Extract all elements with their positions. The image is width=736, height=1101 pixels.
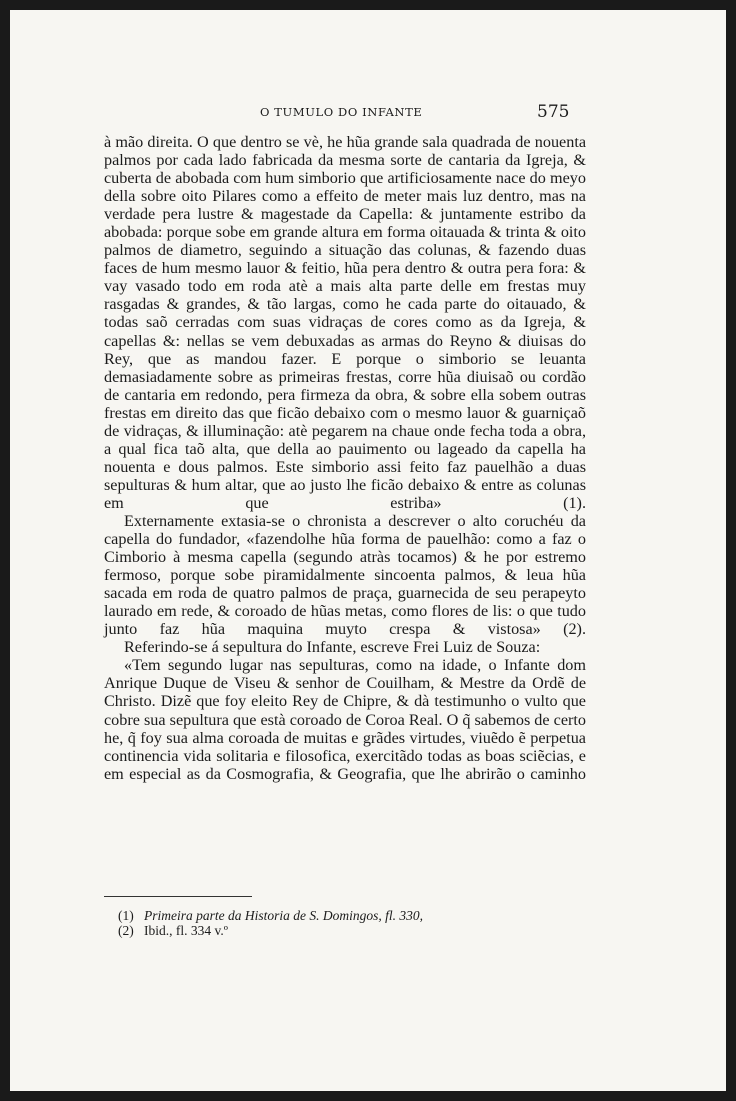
footnote-1 — [118, 908, 558, 923]
footnote-divider — [104, 896, 252, 897]
paragraph-sepultura-intro: Referindo-se á sepultura do Infante, escreve Frei Luiz de Souza: — [124, 638, 541, 657]
footnote-marker: (1) — [118, 908, 134, 923]
document-page — [10, 10, 726, 1091]
page-number: 575 — [537, 102, 570, 122]
footnote-text: Primeira parte da Historia de S. Domingos, fl. 330, — [144, 908, 423, 923]
footnote-marker: (2) — [118, 923, 134, 938]
paragraph-coruchéu: Externamente extasia-se o chronista a descrever o alto coruchéu da capella do fundador, «fazendolhe hũa forma de pauelhão: como a faz o Cimborio à mesma capella (segundo atràs tocamos) & he por estremo fermoso, porque sobe piramidalmente sincoenta palmos, & leua hũa sacada em roda de quatro palmos de praça, guarnecida de seu perapeyto laurado em rede, & coroado de hũas metas, como flores de lis: o que tudo junto faz hũa maquina muyto crespa & vistosa» (2). — [104, 511, 586, 639]
body-text — [104, 133, 586, 783]
footnotes — [118, 908, 558, 938]
running-title: O TUMULO DO INFANTE — [260, 105, 423, 119]
running-header — [10, 102, 726, 127]
footnote-2 — [118, 923, 558, 938]
paragraph-quote-infante: «Tem segundo lugar nas sepulturas, como na idade, o Infante dom Anrique Duque de Viseu & senhor de Couilham, & Mestre da Ordẽ de Christo. Dizẽ que foy eleito Rey de Chipre, & dà testimunho o vulto que cobre sua sepultura que està coroado de Coroa Real. O q̃ sabemos de certo he, q̃ foy sua alma coroada de muitas e grãdes virtudes, viuẽdo ẽ perpetua continencia vida solitaria e filosofica, exercitãdo todas as boas sciẽcias, e em especial as da Cosmografia, & Geografia, que lhe abrirão o caminho — [104, 656, 586, 783]
paragraph-capella-interior: à mão direita. O que dentro se vè, he hũa grande sala quadrada de nouenta palmos por cada lado fabricada da mesma sorte de cantaria da Igreja, & cuberta de abobada com hum simborio que artificiosamente nace do meyo della sobre oito Pilares como a effeito de meter mais luz dentro, mas na verdade pera lustre & magestade da Capella: & juntamente estribo da abobada: porque sobe em grande altura em forma oitauada & trinta & oito palmos de diametro, seguindo a situação das colunas, & fazendo duas faces de hum mesmo lauor & feitio, hũa pera dentro & outra pera fora: & vay vasado todo em roda atè a mais alta parte delle em frestas muy rasgadas & grandes, & tão largas, como he cada parte do oitauado, & todas saõ cerradas com suas vidraças de cores como as da Igreja, & capellas &: nellas se vem debuxadas as armas do Reyno & diuisas do Rey, que as mandou fazer. E porque o simborio se leuanta demasiadamente sobre as primeiras frestas, corre hũa diuisaõ ou cordão de cantaria em redondo, pera firmeza da obra, & sobre ella sobem outras frestas em direito das que ficão debaixo com o mesmo lauor & guarniçaõ de vidraças, & illuminação: atè pegarem na chaue onde fecha toda a obra, a qual fica taõ alta, que della ao pauimento ou lageado da capella ha nouenta e dous palmos. Este simborio assi feito faz pauelhão a duas sepulturas & hum altar, que ao justo lhe ficão debaixo & entre as colunas em que estriba» (1). — [104, 133, 586, 512]
footnote-text: Ibid., fl. 334 v.º — [144, 923, 228, 938]
